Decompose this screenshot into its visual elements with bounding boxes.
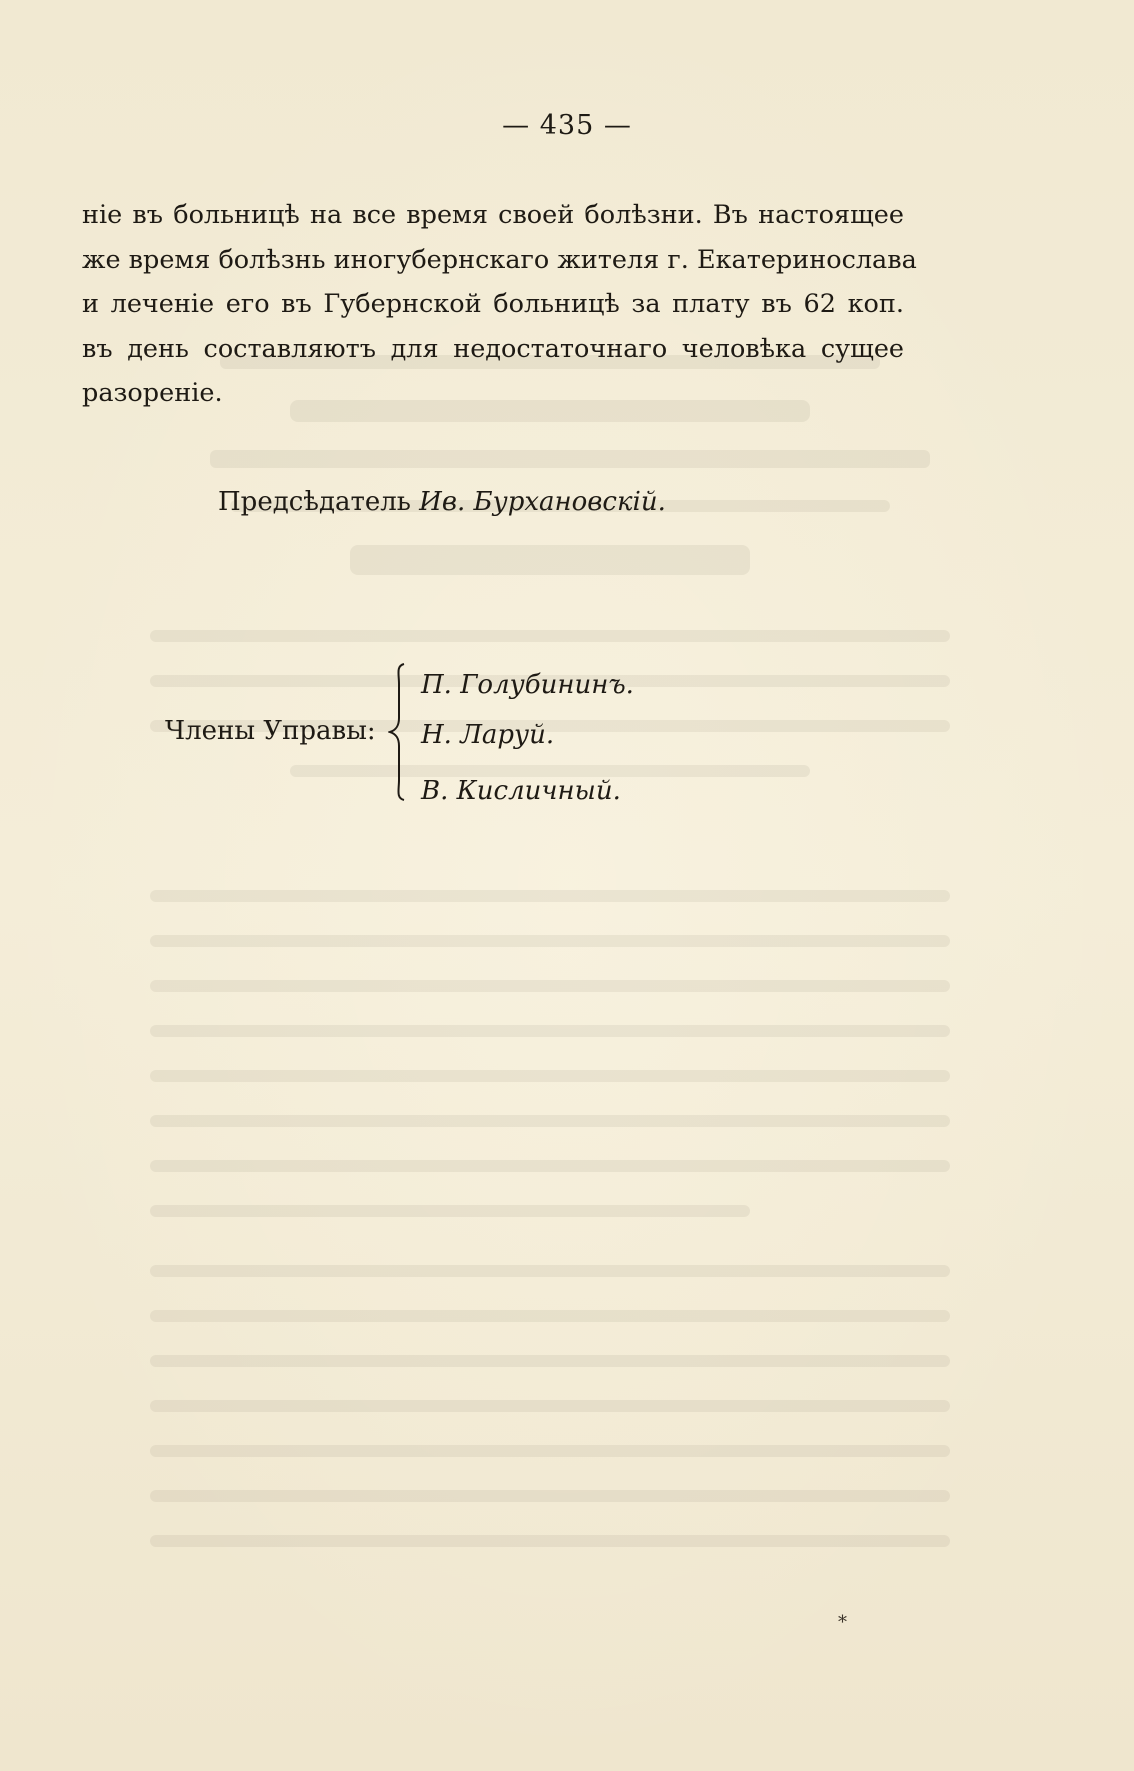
body-line: ніе въ больницѣ на все время своей болѣзни. Въ настоящее bbox=[82, 200, 904, 230]
body-line: въ день составляютъ для недостаточнаго человѣка сущее bbox=[82, 333, 904, 364]
member-name: П. Голубининъ. bbox=[421, 670, 634, 700]
member-name: Н. Ларуй. bbox=[421, 720, 555, 750]
body-line: же время болѣзнь иногубернскаго жителя г. Екатеринослава bbox=[82, 244, 917, 275]
page-number: — 435 — bbox=[502, 110, 632, 141]
chairman-signature bbox=[218, 487, 666, 517]
curly-brace-icon bbox=[388, 662, 410, 802]
chairman-name: Ив. Бурхановскій. bbox=[419, 487, 666, 517]
body-line: разореніе. bbox=[82, 378, 223, 408]
chairman-title: Предсѣдатель bbox=[218, 487, 411, 517]
members-label: Члены Управы: bbox=[165, 716, 376, 746]
body-paragraph bbox=[82, 193, 917, 416]
member-name: В. Кисличный. bbox=[421, 776, 621, 806]
ink-speck: * bbox=[838, 1612, 847, 1633]
body-line: и леченіе его въ Губернской больницѣ за плату въ 62 коп. bbox=[82, 289, 904, 319]
